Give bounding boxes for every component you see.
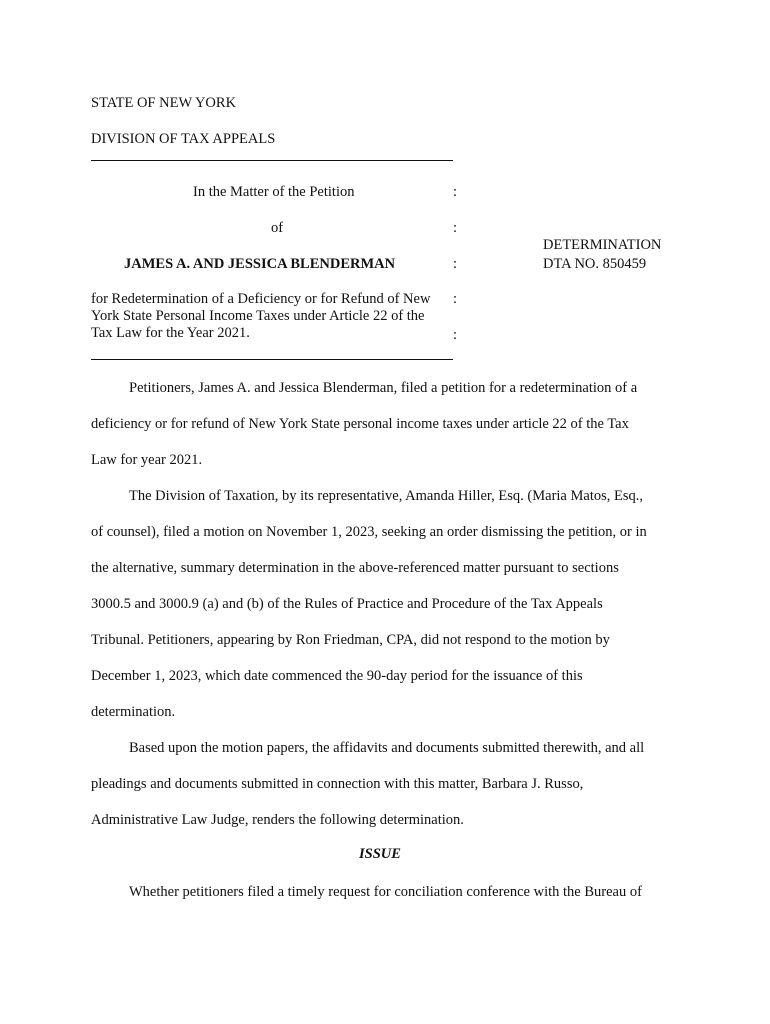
caption-colon: : xyxy=(453,256,458,272)
caption-purpose-line: for Redetermination of a Deficiency or for Refund of New xyxy=(91,291,431,307)
caption-colon: : xyxy=(453,184,458,200)
caption-bottom-rule xyxy=(91,359,453,360)
paragraph-line: Administrative Law Judge, renders the following determination. xyxy=(91,812,464,828)
paragraph-line: Whether petitioners filed a timely request for conciliation conference with the Bureau of xyxy=(129,884,642,900)
paragraph-line: Based upon the motion papers, the affidavits and documents submitted therewith, and all xyxy=(129,740,645,756)
paragraph-line: 3000.5 and 3000.9 (a) and (b) of the Rules of Practice and Procedure of the Tax Appeals xyxy=(91,596,603,612)
determination-label: DETERMINATION xyxy=(543,237,662,253)
state-header: STATE OF NEW YORK xyxy=(91,95,237,111)
paragraph-line: determination. xyxy=(91,704,176,720)
caption-purpose-line: York State Personal Income Taxes under Article 22 of the xyxy=(91,308,425,324)
caption-purpose xyxy=(91,291,451,342)
caption-colon: : xyxy=(453,327,458,343)
issue-heading: ISSUE xyxy=(359,846,401,862)
caption-colon: : xyxy=(453,220,458,236)
paragraph-line: December 1, 2023, which date commenced the 90-day period for the issuance of this xyxy=(91,668,583,684)
paragraph-line: the alternative, summary determination in the above-referenced matter pursuant to sections xyxy=(91,560,619,576)
paragraph-line: of counsel), filed a motion on November 1, 2023, seeking an order dismissing the petition, or in xyxy=(91,524,647,540)
caption-petitioners: JAMES A. AND JESSICA BLENDERMAN xyxy=(124,256,396,272)
paragraph-line: pleadings and documents submitted in connection with this matter, Barbara J. Russo, xyxy=(91,776,584,792)
paragraph-line: Law for year 2021. xyxy=(91,452,203,468)
paragraph-issue xyxy=(91,874,681,910)
caption-matter-line: In the Matter of the Petition xyxy=(193,184,355,200)
dta-number: DTA NO. 850459 xyxy=(543,256,647,272)
paragraph-petition xyxy=(91,370,681,478)
paragraph-line: The Division of Taxation, by its representative, Amanda Hiller, Esq. (Maria Matos, Esq., xyxy=(129,488,643,504)
caption-of-line: of xyxy=(271,220,284,236)
caption-colon: : xyxy=(453,291,458,307)
caption-purpose-line: Tax Law for the Year 2021. xyxy=(91,325,250,341)
paragraph-line: Tribunal. Petitioners, appearing by Ron Friedman, CPA, did not respond to the motion by xyxy=(91,632,610,648)
caption-top-rule xyxy=(91,160,453,161)
paragraph-basis xyxy=(91,730,681,838)
paragraph-line: Petitioners, James A. and Jessica Blenderman, filed a petition for a redetermination of a xyxy=(129,380,638,396)
paragraph-line: deficiency or for refund of New York State personal income taxes under article 22 of the Tax xyxy=(91,416,629,432)
paragraph-motion xyxy=(91,478,681,730)
division-header: DIVISION OF TAX APPEALS xyxy=(91,131,276,147)
